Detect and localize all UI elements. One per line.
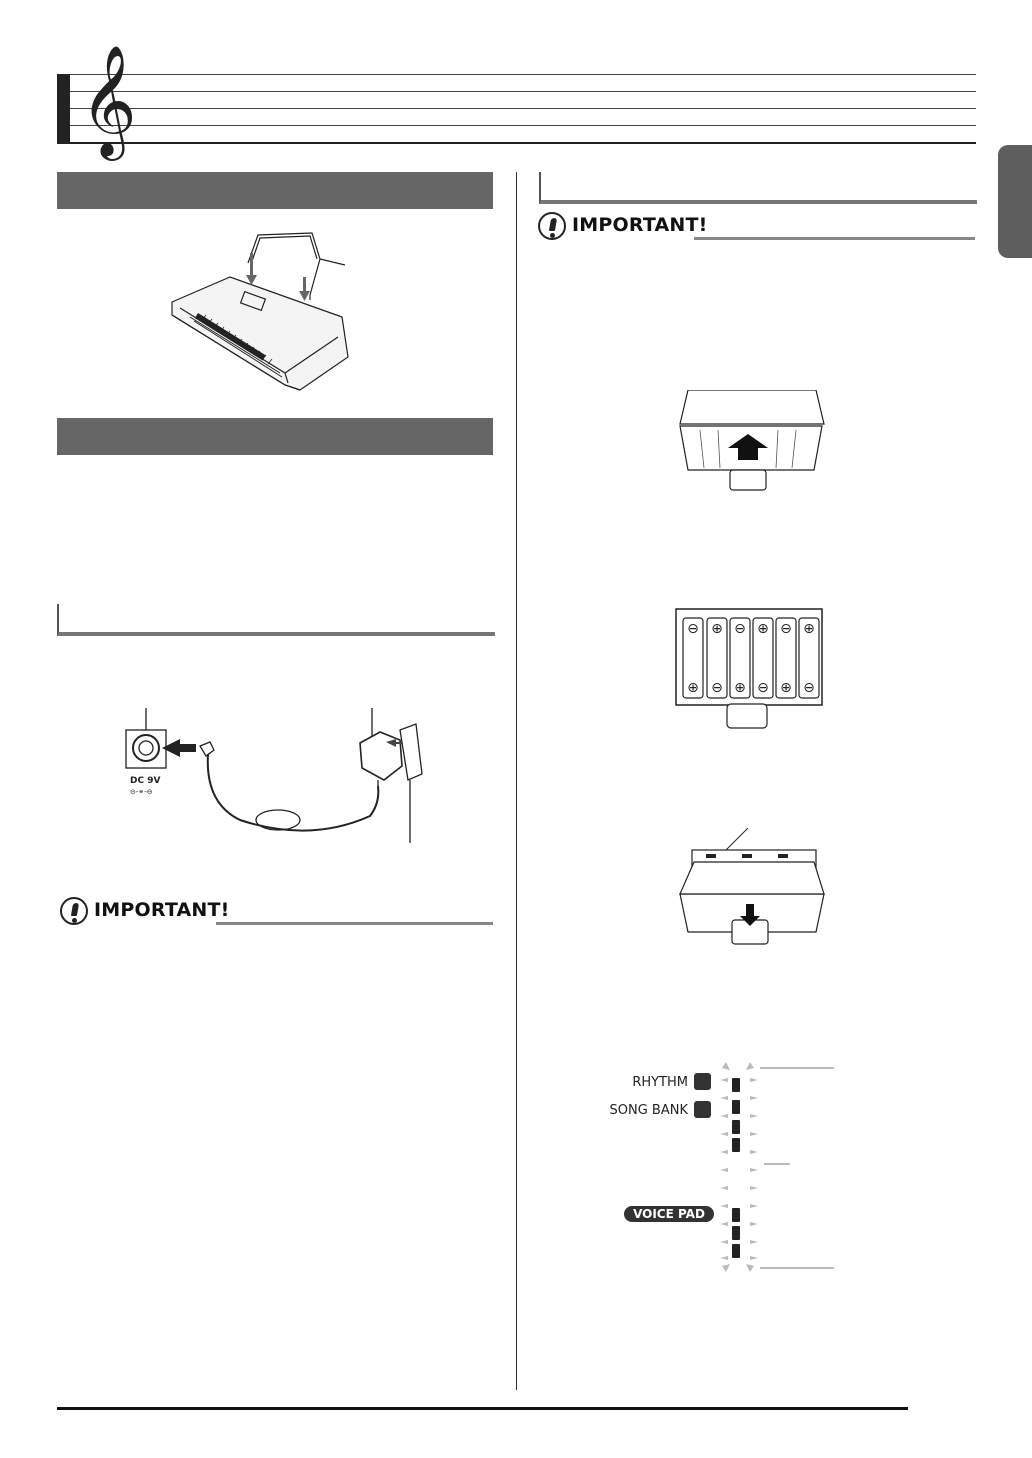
important-notice: [538, 212, 975, 240]
voice-pad-label: VOICE PAD: [633, 1207, 705, 1221]
dc-jack-label: DC 9V: [130, 776, 161, 786]
song-bank-label: SONG BANK: [609, 1103, 688, 1118]
battery-placement-illustration: [675, 608, 825, 732]
battery-icon: ⊖: [711, 680, 723, 696]
column-divider: [516, 172, 517, 1390]
subsection-header-bar: [539, 172, 977, 204]
treble-clef-icon: 𝄞: [80, 44, 137, 156]
staff-line: [70, 108, 976, 109]
battery-icon: ⊖: [757, 680, 769, 696]
important-rule: [694, 237, 975, 240]
side-tab: [998, 145, 1032, 258]
important-label: IMPORTANT!: [94, 899, 230, 921]
battery-icon: ⊕: [687, 680, 699, 696]
keyboard-stand-illustration: [160, 225, 380, 395]
battery-icon: ⊖: [803, 680, 815, 696]
battery-icon: ⊕: [711, 621, 723, 637]
battery-cover-open-illustration: [678, 390, 826, 494]
rhythm-icon: [694, 1073, 711, 1090]
section-header-bar: [57, 418, 493, 455]
important-notice: [60, 897, 493, 925]
rhythm-label: RHYTHM: [632, 1075, 688, 1090]
staff-line: [70, 91, 976, 92]
important-icon: [538, 212, 566, 240]
important-icon: [60, 897, 88, 925]
subsection-header-bar: [57, 604, 495, 636]
battery-icon: ⊖: [734, 621, 746, 637]
staff-bar: [57, 74, 70, 144]
battery-icon: ⊕: [757, 621, 769, 637]
staff-line: [70, 125, 976, 126]
staff-bottom-line: [57, 142, 976, 144]
footer-rule: [57, 1407, 908, 1410]
ac-adaptor-illustration: [110, 708, 440, 848]
important-label: IMPORTANT!: [572, 214, 708, 236]
song-bank-icon: [694, 1101, 711, 1118]
important-rule: [216, 922, 493, 925]
battery-cover-close-illustration: [678, 828, 830, 948]
battery-icon: ⊖: [780, 621, 792, 637]
battery-icon: ⊕: [734, 680, 746, 696]
control-panel-illustration: [600, 1058, 840, 1278]
battery-icon: ⊕: [780, 680, 792, 696]
polarity-icon: ⊝-⚭-⊖: [130, 788, 153, 796]
battery-icon: ⊕: [803, 621, 815, 637]
battery-icon: ⊖: [687, 621, 699, 637]
section-header-bar: [57, 172, 493, 209]
staff-line: [70, 74, 976, 75]
